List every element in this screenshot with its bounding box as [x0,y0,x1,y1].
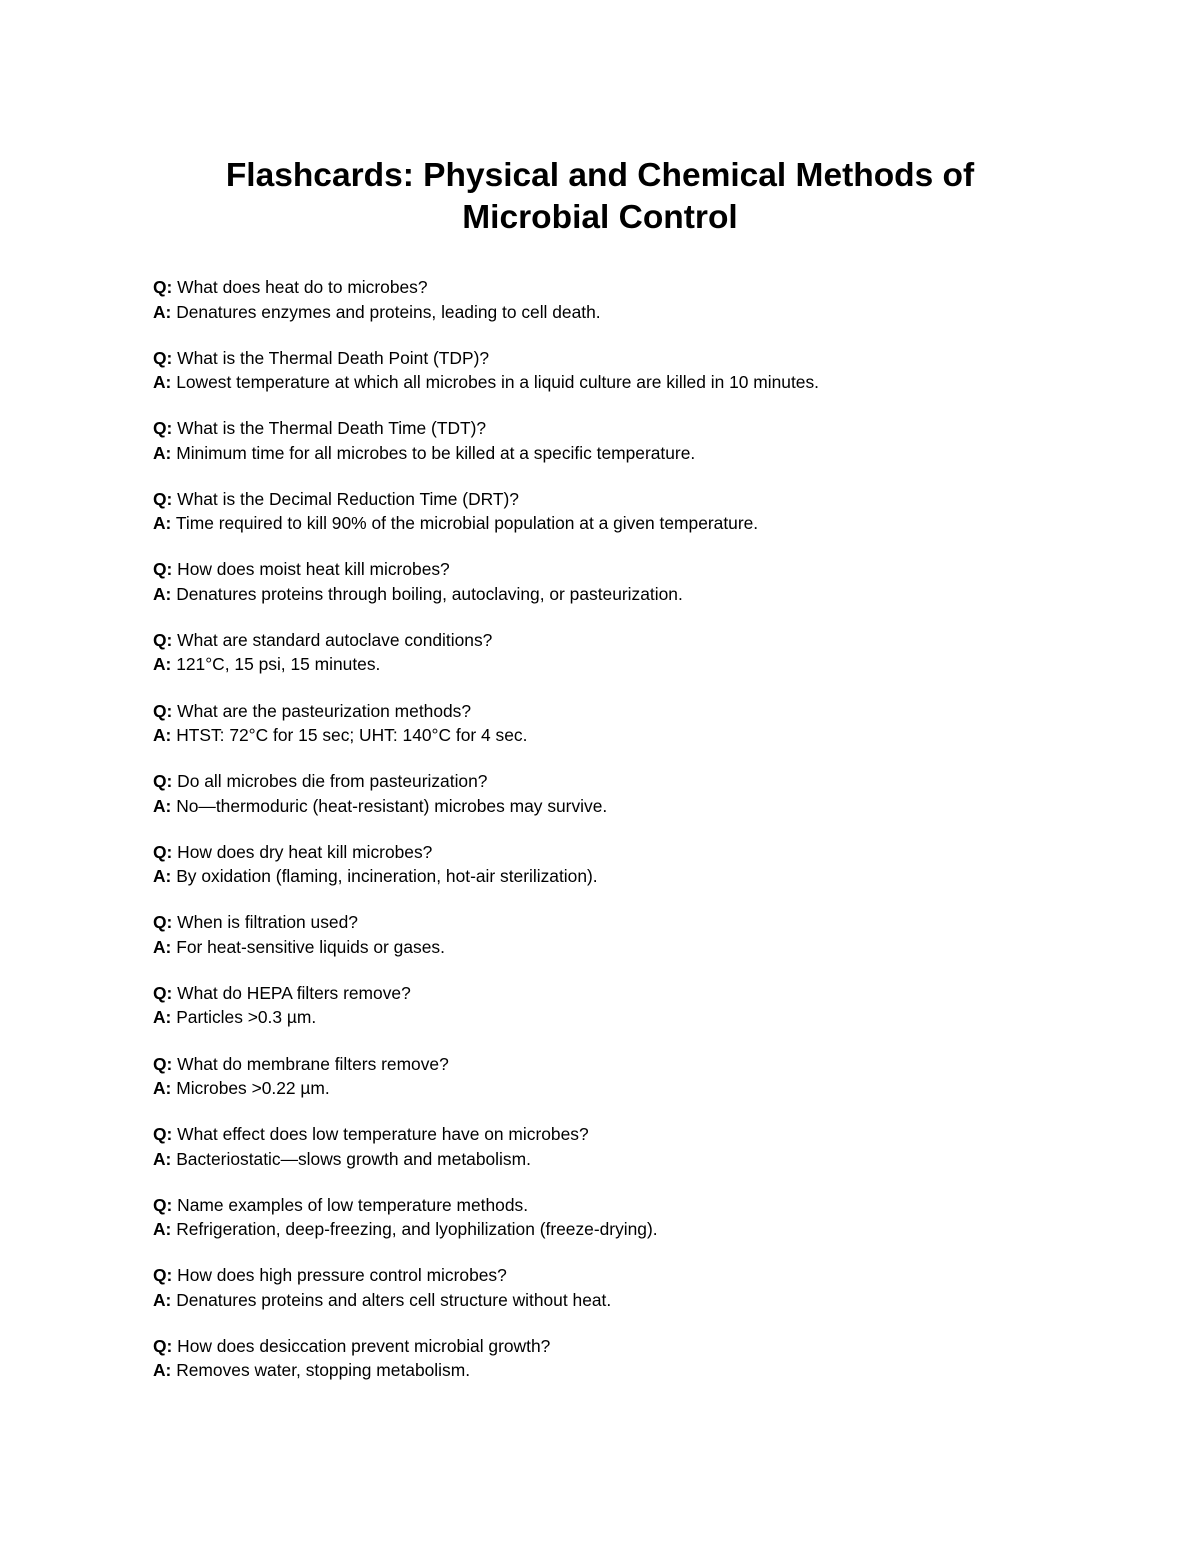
question-text: When is filtration used? [177,912,358,933]
flashcard-answer [153,370,1113,395]
flashcard-question [153,1334,1113,1359]
flashcard-answer [153,935,1113,960]
flashcard-question [153,699,1113,724]
answer-label: A: [153,725,172,746]
question-label: Q: [153,982,173,1003]
question-text: What effect does low temperature have on microbes? [177,1124,589,1145]
question-label: Q: [153,771,173,792]
flashcard-answer [153,723,1113,748]
flashcard [153,699,1113,770]
flashcard-answer [153,1005,1113,1030]
answer-text: Denatures proteins through boiling, autoclaving, or pasteurization. [176,583,683,604]
flashcard [153,346,1113,417]
flashcard-list [153,275,1113,1405]
page-title-line-2: Microbial Control [462,199,738,236]
answer-label: A: [153,1078,172,1099]
question-text: How does dry heat kill microbes? [177,841,433,862]
flashcard-question [153,910,1113,935]
question-label: Q: [153,700,173,721]
question-text: How does desiccation prevent microbial growth? [177,1335,551,1356]
flashcard [153,1193,1113,1264]
flashcard [153,1263,1113,1334]
flashcard-answer [153,1288,1113,1313]
flashcard [153,628,1113,699]
flashcard-answer [153,300,1113,325]
question-text: What do membrane filters remove? [177,1053,449,1074]
flashcard [153,981,1113,1052]
flashcard-question [153,1193,1113,1218]
flashcard [153,557,1113,628]
question-text: What is the Decimal Reduction Time (DRT)? [177,488,519,509]
flashcard [153,1122,1113,1193]
flashcard-answer [153,582,1113,607]
answer-label: A: [153,795,172,816]
answer-text: For heat-sensitive liquids or gases. [176,936,445,957]
question-text: How does high pressure control microbes? [177,1265,507,1286]
flashcard [153,487,1113,558]
question-label: Q: [153,1335,173,1356]
flashcard [153,1052,1113,1123]
question-text: What are standard autoclave conditions? [177,629,493,650]
question-label: Q: [153,629,173,650]
flashcard-question [153,275,1113,300]
flashcard-question [153,840,1113,865]
answer-text: HTST: 72°C for 15 sec; UHT: 140°C for 4 sec. [176,725,528,746]
question-text: Name examples of low temperature methods. [177,1194,529,1215]
answer-text: Denatures proteins and alters cell structure without heat. [176,1289,612,1310]
flashcard-question [153,557,1113,582]
answer-label: A: [153,1148,172,1169]
answer-text: Removes water, stopping metabolism. [176,1360,471,1381]
answer-text: Lowest temperature at which all microbes in a liquid culture are killed in 10 minutes. [176,372,820,393]
question-label: Q: [153,488,173,509]
flashcard-answer [153,652,1113,677]
flashcard-answer [153,1217,1113,1242]
answer-text: Minimum time for all microbes to be killed at a specific temperature. [176,442,696,463]
flashcard-question [153,416,1113,441]
answer-label: A: [153,654,172,675]
answer-label: A: [153,866,172,887]
flashcard-question [153,1052,1113,1077]
flashcard [153,840,1113,911]
question-label: Q: [153,277,173,297]
question-text: What are the pasteurization methods? [177,700,472,721]
question-text: What does heat do to microbes? [177,277,428,297]
flashcard-question [153,1263,1113,1288]
answer-label: A: [153,513,172,534]
answer-label: A: [153,1219,172,1240]
flashcard [153,910,1113,981]
answer-text: By oxidation (flaming, incineration, hot-air sterilization). [176,866,598,887]
flashcard-answer [153,441,1113,466]
flashcard-question [153,1122,1113,1147]
answer-label: A: [153,442,172,463]
answer-text: Particles >0.3 µm. [176,1007,317,1028]
question-text: How does moist heat kill microbes? [177,559,450,580]
answer-label: A: [153,1360,172,1381]
page-title-line-1: Flashcards: Physical and Chemical Methods of [225,157,975,194]
question-label: Q: [153,559,173,580]
answer-label: A: [153,372,172,393]
answer-text: Bacteriostatic—slows growth and metabolism. [176,1148,531,1169]
question-label: Q: [153,1053,173,1074]
flashcard-answer [153,1076,1113,1101]
answer-label: A: [153,583,172,604]
question-text: What is the Thermal Death Point (TDP)? [177,347,490,368]
flashcard [153,275,1113,346]
answer-text: Refrigeration, deep-freezing, and lyophilization (freeze-drying). [176,1219,658,1240]
flashcard-question [153,981,1113,1006]
page-title [100,155,1100,239]
question-label: Q: [153,912,173,933]
flashcard [153,1334,1113,1405]
question-text: What do HEPA filters remove? [177,982,411,1003]
answer-label: A: [153,936,172,957]
answer-text: Time required to kill 90% of the microbial population at a given temperature. [175,513,759,534]
answer-text: 121°C, 15 psi, 15 minutes. [176,654,381,675]
flashcard-answer [153,794,1113,819]
question-label: Q: [153,347,173,368]
flashcard-question [153,487,1113,512]
question-text: What is the Thermal Death Time (TDT)? [177,418,487,439]
flashcard [153,416,1113,487]
flashcard-question [153,628,1113,653]
question-label: Q: [153,1265,173,1286]
flashcard-question [153,346,1113,371]
answer-label: A: [153,1007,172,1028]
question-label: Q: [153,841,173,862]
flashcard-answer [153,864,1113,889]
answer-label: A: [153,1289,172,1310]
flashcard-answer [153,1358,1113,1383]
answer-text: No—thermoduric (heat-resistant) microbes may survive. [176,795,608,816]
answer-text: Denatures enzymes and proteins, leading to cell death. [176,301,601,322]
question-label: Q: [153,1194,173,1215]
answer-text: Microbes >0.22 µm. [176,1078,330,1099]
flashcard-answer [153,1147,1113,1172]
flashcard-answer [153,511,1113,536]
flashcard [153,769,1113,840]
question-label: Q: [153,1124,173,1145]
flashcard-question [153,769,1113,794]
question-text: Do all microbes die from pasteurization? [177,771,488,792]
answer-label: A: [153,301,172,322]
question-label: Q: [153,418,173,439]
